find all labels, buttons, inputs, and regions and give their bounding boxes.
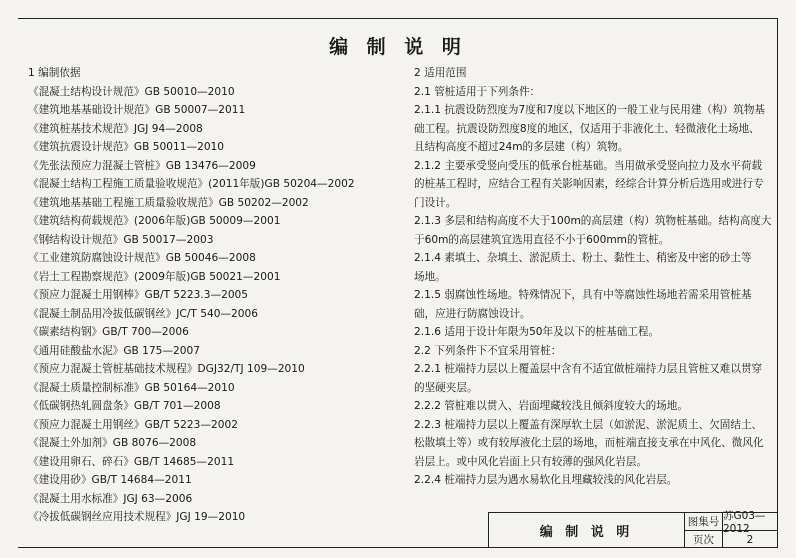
scope-text [414, 83, 776, 490]
page-number-label: 页次 [685, 531, 723, 548]
standard-item: 《预应力混凝土管桩基础技术规程》DGJ32/TJ 109—2010 [28, 363, 305, 375]
scope-line: 2.2.2 管桩难以贯入、岩面埋藏较浅且倾斜度较大的场地。 [414, 400, 688, 412]
standard-item: 《通用硅酸盐水泥》GB 175—2007 [28, 344, 200, 357]
scope-line: 2.2 下列条件下不宜采用管桩： [414, 344, 562, 357]
scope-line: 松散填土等）或有较厚液化土层的场地，而桩端直接支承在中风化、微风化 [414, 437, 764, 449]
standard-item: 《低碳钢热轧圆盘条》GB/T 701—2008 [28, 400, 221, 412]
title-block-name: 编 制 说 明 [489, 513, 685, 548]
standard-item: 《混凝土用水标准》JGJ 63—2006 [28, 492, 193, 505]
section-heading-basis: 1 编制依据 [28, 67, 81, 79]
scope-line: 的坚硬夹层。 [414, 381, 478, 394]
atlas-number-value: 苏G03—2012 [723, 513, 777, 531]
standard-item: 《建设用卵石、碎石》GB/T 14685—2011 [28, 455, 235, 468]
scope-line: 门设计。 [414, 196, 457, 209]
standard-item: 《岩土工程勘察规范》(2009年版)GB 50021—2001 [28, 270, 281, 283]
standard-item: 《预应力混凝土用钢丝》GB/T 5223—2002 [28, 418, 238, 431]
standard-item: 《混凝土制品用冷拔低碳钢丝》JC/T 540—2006 [28, 307, 259, 320]
standard-item: 《冷拔低碳钢丝应用技术规程》JGJ 19—2010 [28, 511, 246, 523]
standard-item: 《建筑桩基技术规范》JGJ 94—2008 [28, 122, 203, 135]
scope-line: 2.1.3 多层和结构高度不大于100m的高层建（构）筑物桩基础。结构高度大 [414, 215, 772, 227]
scope-line: 岩层上。或中风化岩面上只有较薄的强风化岩层。 [414, 455, 648, 468]
standard-item: 《建设用砂》GB/T 14684—2011 [28, 474, 192, 486]
scope-line: 2.1.6 适用于设计年限为50年及以下的桩基础工程。 [414, 326, 660, 338]
standard-item: 《混凝土结构设计规范》GB 50010—2010 [28, 85, 235, 98]
standard-item: 《建筑结构荷载规范》(2006年版)GB 50009—2001 [28, 215, 281, 227]
standard-item: 《先张法预应力混凝土管桩》GB 13476—2009 [28, 159, 256, 172]
section-heading-scope: 2 适用范围 [414, 67, 467, 79]
standard-item: 《建筑地基基础工程施工质量验收规范》GB 50202—2002 [28, 196, 309, 209]
scope-column [414, 64, 776, 490]
standard-item: 《工业建筑防腐蚀设计规范》GB 50046—2008 [28, 252, 256, 264]
scope-line: 2.2.4 桩端持力层为遇水易软化且埋藏较浅的风化岩层。 [414, 474, 678, 486]
standard-item: 《混凝土结构工程施工质量验收规范》(2011年版)GB 50204—2002 [28, 178, 355, 190]
standard-item: 《建筑抗震设计规范》GB 50011—2010 [28, 141, 225, 153]
scope-line: 2.1.4 素填土、杂填土、淤泥质土、粉土、黏性土、稍密及中密的砂土等 [414, 252, 752, 264]
scope-line: 础，应进行防腐蚀设计。 [414, 307, 531, 320]
scope-line: 2.1 管桩适用于下列条件： [414, 85, 541, 98]
scope-line: 2.1.2 主要承受竖向受压的低承台桩基础。当用做承受竖向拉力及水平荷载 [414, 159, 763, 172]
standard-item: 《预应力混凝土用钢棒》GB/T 5223.3—2005 [28, 289, 249, 301]
standards-list [28, 83, 393, 527]
basis-column [28, 64, 393, 527]
scope-line: 于60m的高层建筑宜选用直径不小于600mm的管桩。 [414, 233, 670, 246]
standard-item: 《碳素结构钢》GB/T 700—2006 [28, 326, 189, 338]
scope-line: 的桩基工程时，应结合工程有关影响因素，经综合计算分析后选用或进行专 [414, 178, 764, 190]
standard-item: 《混凝土质量控制标准》GB 50164—2010 [28, 381, 235, 394]
page-title: 编 制 说 明 [329, 36, 467, 58]
title-block [488, 512, 778, 548]
scope-line: 2.2.3 桩端持力层以上覆盖有深厚软土层（如淤泥、淤泥质土、欠固结土、 [414, 418, 763, 431]
scope-line: 2.2.1 桩端持力层以上覆盖层中含有不适宜做桩端持力层且管桩又难以贯穿 [414, 363, 763, 375]
scope-line: 2.1.5 弱腐蚀性场地。特殊情况下，具有中等腐蚀性场地若需采用管桩基 [414, 289, 752, 301]
scope-line: 且结构高度不超过24m的多层建（构）筑物。 [414, 141, 629, 153]
scope-line: 场地。 [414, 270, 446, 283]
scope-line: 础工程。抗震设防烈度8度的地区，仅适用于非液化土、轻微液化土场地、 [414, 122, 760, 135]
page-number-value: 2 [746, 533, 754, 546]
atlas-number-label: 图集号 [685, 513, 723, 531]
standard-item: 《建筑地基基础设计规范》GB 50007—2011 [28, 104, 246, 116]
scope-line: 2.1.1 抗震设防烈度为7度和7度以下地区的一般工业与民用建（构）筑物基 [414, 104, 766, 116]
standard-item: 《混凝土外加剂》GB 8076—2008 [28, 437, 197, 449]
standard-item: 《钢结构设计规范》GB 50017—2003 [28, 233, 214, 246]
